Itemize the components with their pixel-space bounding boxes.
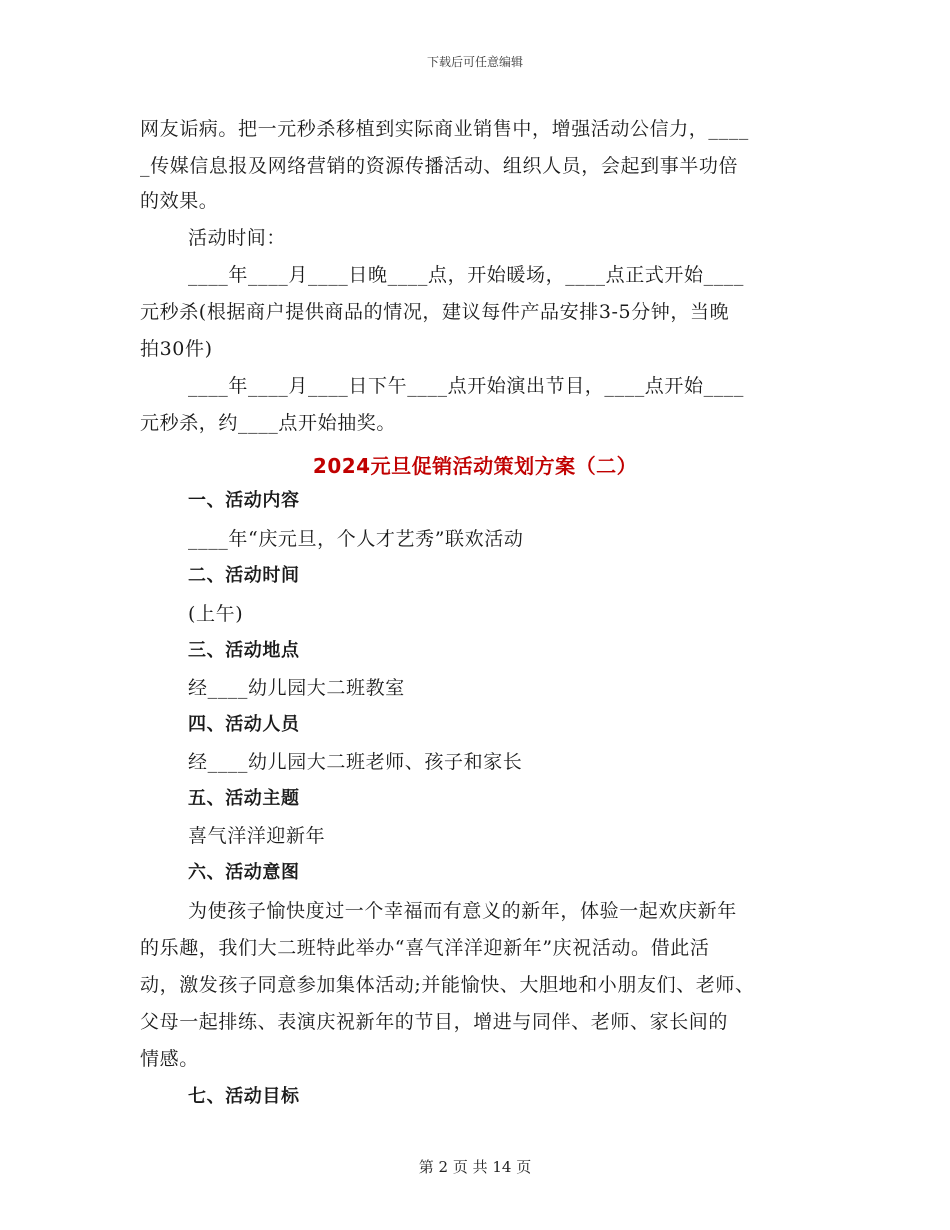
section-body: (上午) [188, 603, 244, 625]
section-heading: 三、活动地点 [188, 640, 300, 661]
section-title: 2024元旦促销活动策划方案（二） [312, 454, 638, 478]
body-line: 元秒杀(根据商户提供商品的情况，建议每件产品安排3-5分钟，当晚 [140, 301, 730, 323]
body-line: 拍30件) [140, 338, 213, 360]
body-line: 情感。 [140, 1048, 199, 1070]
section-heading: 四、活动人员 [188, 714, 300, 735]
section-heading: 七、活动目标 [188, 1086, 300, 1107]
body-line: 动，激发孩子同意参加集体活动;并能愉快、大胆地和小朋友们、老师、 [140, 974, 755, 996]
body-line: ____年____月____日下午____点开始演出节目，____点开始____ [188, 375, 745, 397]
body-line: 活动时间： [188, 227, 287, 249]
page-header: 下载后可任意编辑 [426, 55, 523, 69]
body-line: 父母一起排练、表演庆祝新年的节目，增进与同伴、老师、家长间的 [140, 1011, 729, 1033]
section-body: 经____幼儿园大二班教室 [188, 677, 405, 699]
body-line: 的乐趣，我们大二班特此举办“喜气洋洋迎新年”庆祝活动。借此活 [140, 937, 710, 959]
section-heading: 五、活动主题 [188, 788, 300, 809]
section-heading: 六、活动意图 [188, 862, 300, 883]
body-line: ____年____月____日晚____点，开始暖场，____点正式开始____ [188, 264, 745, 286]
section-body: ____年“庆元旦，个人才艺秀”联欢活动 [188, 528, 524, 550]
section-body: 经____幼儿园大二班老师、孩子和家长 [188, 751, 523, 773]
body-line: 的效果。 [140, 190, 219, 212]
page-footer: 第 2 页 共 14 页 [418, 1158, 532, 1176]
section-heading: 一、活动内容 [188, 490, 300, 511]
section-body: 喜气洋洋迎新年 [188, 825, 326, 847]
body-line: 元秒杀，约____点开始抽奖。 [140, 412, 397, 434]
body-line: 网友诟病。把一元秒杀移植到实际商业销售中，增强活动公信力，____ [140, 118, 749, 140]
section-heading: 二、活动时间 [188, 565, 300, 586]
body-line: _传媒信息报及网络营销的资源传播活动、组织人员，会起到事半功倍 [140, 155, 739, 177]
body-line: 为使孩子愉快度过一个幸福而有意义的新年，体验一起欢庆新年 [188, 900, 737, 922]
